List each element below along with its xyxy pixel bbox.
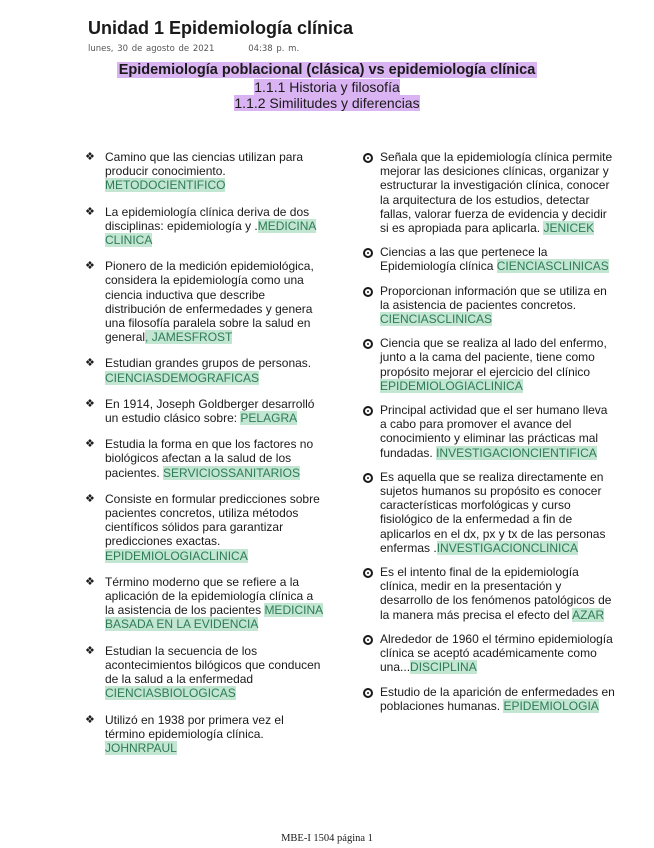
question-item: [85, 397, 325, 425]
section-heading-text: Epidemiología poblacional (clásica) vs epidemiología clínica: [118, 62, 536, 78]
question-text: Estudio de la aparición de enfermedades en poblaciones humanas.: [380, 684, 615, 713]
diamond-bullet-icon: ❖: [85, 713, 95, 726]
answer-highlight: EPIDEMIOLOGIACLINICA: [105, 548, 248, 563]
question-item: [362, 632, 617, 675]
question-item: [362, 284, 617, 327]
diamond-bullet-icon: ❖: [85, 644, 95, 657]
diamond-bullet-icon: ❖: [85, 492, 95, 505]
answer-highlight: CIENCIASCLINICAS: [380, 312, 493, 327]
subheading-differences-text: 1.1.2 Similitudes y diferencias: [234, 95, 420, 111]
answer-highlight: JENICEK: [543, 221, 595, 236]
answer-highlight: MEDICINA CLINICA: [105, 218, 317, 248]
question-item: [362, 245, 617, 273]
question-text: Es el intento final de la epidemiología clínica, medir en la presentación y desarrollo de los fenómenos patológicos de la manera más precisa el efecto del: [380, 565, 612, 622]
subheading-differences: [0, 95, 654, 111]
answer-highlight: CIENCIASDEMOGRAFICAS: [105, 370, 260, 385]
diamond-bullet-icon: ❖: [85, 575, 95, 588]
question-item: [85, 644, 325, 701]
question-text: Consiste en formular predicciones sobre pacientes concretos, utiliza métodos científicos sólidos para garantizar predicciones exactas.: [105, 491, 320, 549]
question-text: Estudian la secuencia de los acontecimientos bilógicos que conducen de la salud a la enfermedad: [105, 643, 321, 687]
diamond-bullet-icon: ❖: [85, 357, 95, 370]
circle-bullet-icon: [363, 473, 373, 483]
note-timestamp: [88, 44, 299, 54]
question-item: [362, 470, 617, 555]
question-text: Alrededor de 1960 el término epidemiología clínica se aceptó académicamente como una...: [380, 631, 613, 675]
question-text: Proporcionan información que se utiliza en la asistencia de pacientes concretos.: [380, 283, 607, 312]
answer-highlight: JOHNRPAUL: [105, 740, 177, 755]
answer-highlight: PELAGRA: [240, 411, 298, 426]
circle-bullet-icon: [363, 248, 373, 258]
answer-highlight: INVESTIGACIONCIENTIFICA: [436, 445, 597, 460]
question-item: [85, 575, 325, 632]
diamond-bullet-icon: ❖: [85, 260, 95, 273]
question-text: En 1914, Joseph Goldberger desarrolló un estudio clásico sobre:: [105, 396, 315, 426]
question-item: [85, 492, 325, 563]
question-item: [85, 259, 325, 344]
circle-bullet-icon: [363, 339, 373, 349]
answer-highlight: METODOCIENTIFICO: [105, 178, 226, 193]
answer-highlight: SERVICIOSSANITARIOS: [163, 465, 300, 480]
question-item: [362, 403, 617, 460]
diamond-bullet-icon: ❖: [85, 397, 95, 410]
question-item: [85, 356, 325, 384]
question-item: [85, 150, 325, 193]
question-text: Estudian grandes grupos de personas.: [105, 356, 312, 371]
question-item: [85, 713, 325, 756]
answer-highlight: EPIDEMIOLOGIACLINICA: [380, 378, 523, 393]
question-text: Estudia la forma en que los factores no biológicos afectan a la salud de los pacientes.: [105, 437, 314, 480]
diamond-bullet-icon: ❖: [85, 151, 95, 163]
answer-highlight: CIENCIASBIOLOGICAS: [105, 686, 236, 701]
answer-highlight: MEDICINA BASADA EN LA EVIDENCIA: [105, 603, 324, 632]
answer-highlight: EPIDEMIOLOGIA: [503, 698, 599, 713]
question-text: Ciencias a las que pertenece la Epidemiología clínica: [380, 245, 548, 274]
question-item: [362, 565, 617, 622]
right-question-list: [362, 150, 617, 723]
circle-bullet-icon: [363, 406, 373, 416]
page-title: Unidad 1 Epidemiología clínica: [88, 18, 354, 38]
answer-highlight: INVESTIGACIONCLINICA: [436, 540, 579, 555]
diamond-bullet-icon: ❖: [85, 438, 95, 451]
subheading-history-text: 1.1.1 Historia y filosofía: [254, 79, 400, 95]
circle-bullet-icon: [363, 287, 373, 297]
question-text: Señala que la epidemiología clínica permite mejorar las desiciones clínicas, organizar y estructurar la investigación clínica, conocer la arquitectura de los estudios, detectar fallas, valorar fuerza de evidencia y decidir si es apropiada para aplicarla.: [380, 150, 613, 236]
question-item: [362, 150, 617, 235]
question-text: La epidemiología clínica deriva de dos disciplinas: epidemiología y .: [105, 204, 310, 233]
question-text: Pionero de la medición epidemiológica, considera la epidemiología como una ciencia inductiva que describe distribución de enfermedades y genera una filosofía paralela sobre la salud en general: [105, 259, 314, 345]
circle-bullet-icon: [363, 568, 373, 578]
question-text: Utilizó en 1938 por primera vez el término epidemiología clínica.: [105, 712, 284, 741]
question-item: [85, 205, 325, 248]
question-item: [362, 336, 617, 393]
question-item: [362, 685, 617, 713]
circle-bullet-icon: [363, 635, 373, 645]
question-item: [85, 437, 325, 480]
section-heading: [0, 62, 654, 78]
answer-highlight: CIENCIASCLINICAS: [496, 259, 609, 274]
question-text: Camino que las ciencias utilizan para producir conocimiento.: [105, 150, 304, 179]
circle-bullet-icon: [363, 688, 373, 698]
circle-bullet-icon: [363, 153, 373, 163]
left-question-list: [85, 150, 325, 767]
subheading-history: [0, 79, 654, 95]
question-text: Término moderno que se refiere a la aplicación de la epidemiología clínica a la asistencia de los pacientes: [105, 574, 314, 618]
note-date: lunes, 30 de agosto de 2021: [88, 44, 215, 54]
question-text: Principal actividad que el ser humano lleva a cabo para promover el avance del conocimiento y eliminar las prácticas mal fundadas.: [380, 403, 608, 460]
answer-highlight: AZAR: [572, 607, 605, 622]
note-time: 04:38 p. m.: [248, 44, 300, 54]
answer-highlight: DISCIPLINA: [410, 660, 477, 675]
page-footer: MBE-I 1504 página 1: [281, 833, 373, 844]
diamond-bullet-icon: ❖: [85, 205, 95, 218]
answer-highlight: , JAMESFROST: [145, 330, 233, 345]
question-text: Es aquella que se realiza directamente en sujetos humanos su propósito es conocer características morfológicas y curso fisiológico de la enfermedad a fin de aplicarlos en el dx, px y tx de las personas enfermas .: [380, 469, 606, 555]
question-text: Ciencia que se realiza al lado del enfermo, junto a la cama del paciente, tiene como propósito mejorar el ejercicio del clínico: [380, 336, 607, 379]
